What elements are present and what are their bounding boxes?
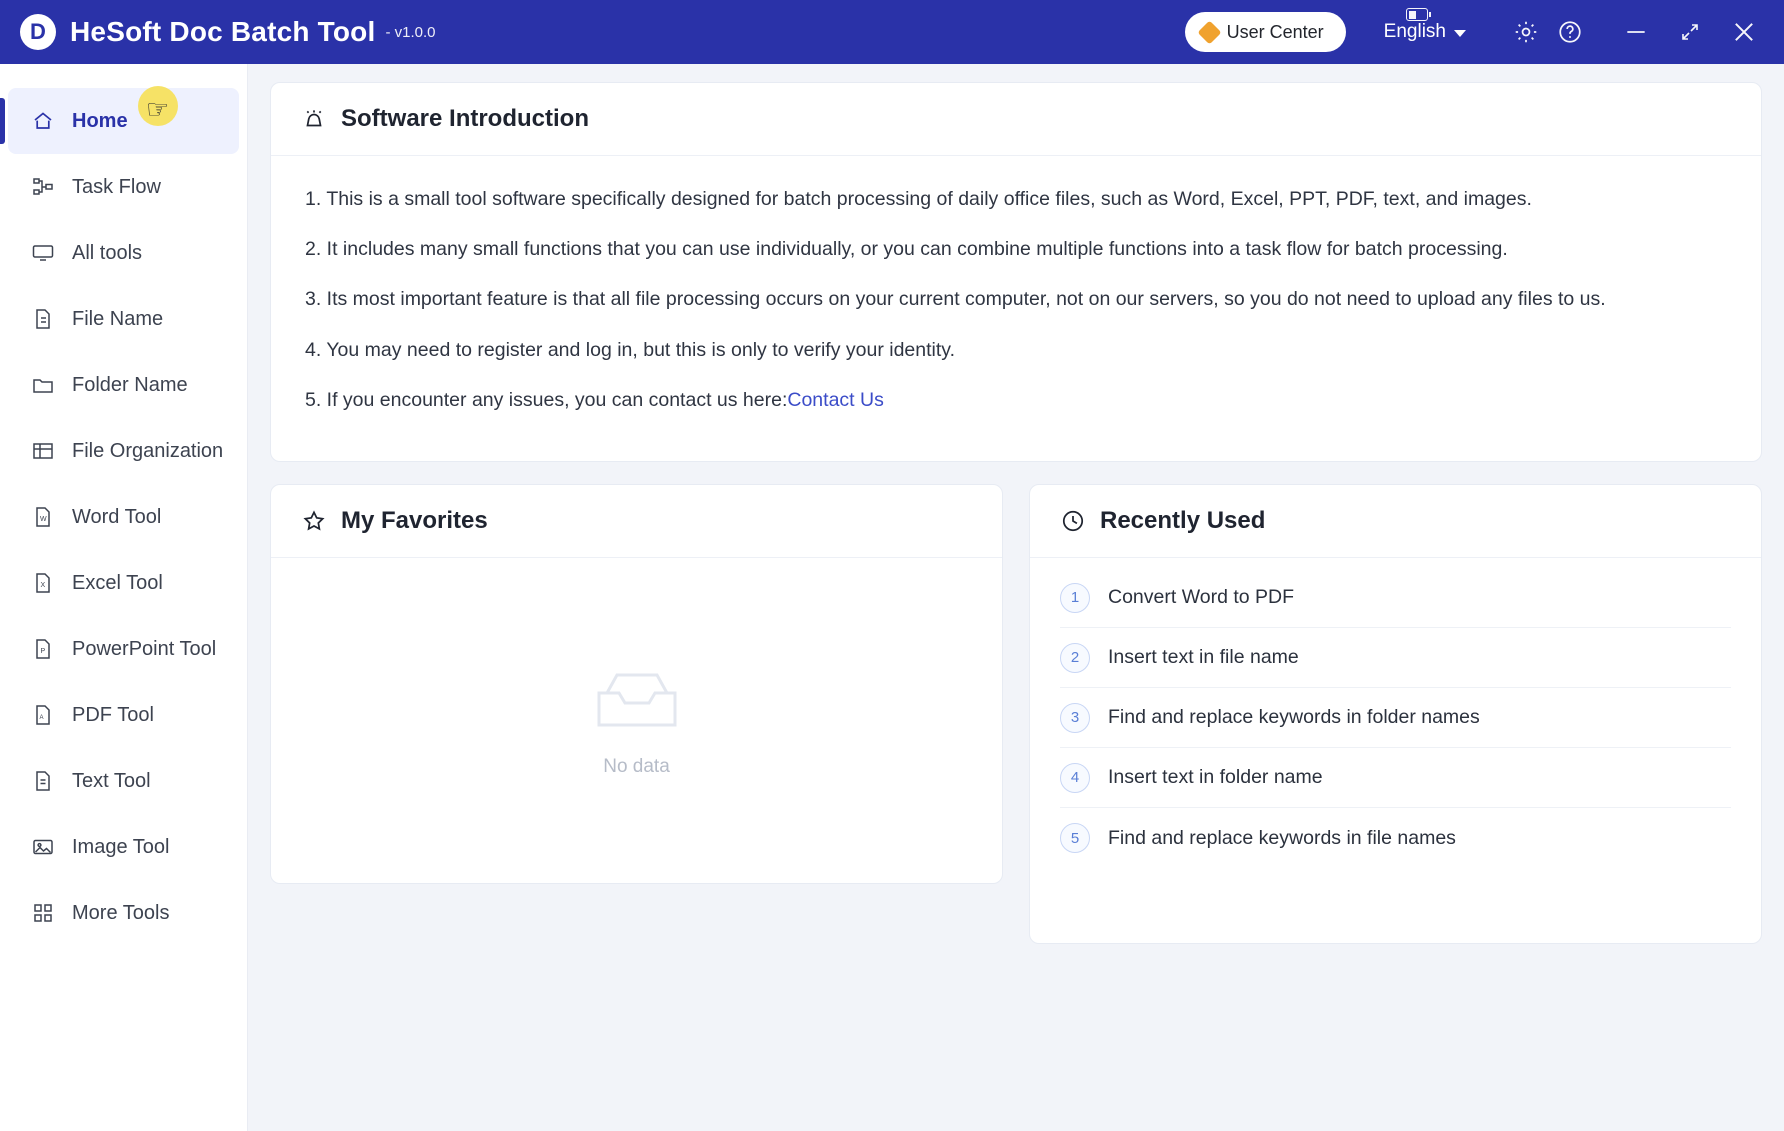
text-file-icon: [30, 769, 56, 793]
svg-text:P: P: [40, 648, 46, 655]
minimize-button[interactable]: [1614, 10, 1658, 54]
folder-icon: [30, 373, 56, 397]
recently-used-list: [1030, 558, 1761, 868]
pdf-file-icon: [30, 703, 56, 727]
excel-file-icon: [30, 571, 56, 595]
gear-icon: [1513, 19, 1539, 45]
sidebar-item-folder-name[interactable]: [0, 352, 247, 418]
sidebar-item-home[interactable]: [8, 88, 239, 154]
item-label: Insert text in file name: [1108, 646, 1299, 669]
star-icon: [301, 508, 327, 534]
sidebar-item-label: Text Tool: [72, 769, 151, 792]
software-introduction-body: [271, 156, 1761, 461]
software-introduction-header: [271, 83, 1761, 156]
sidebar-item-pdf-tool[interactable]: [0, 682, 247, 748]
sidebar-item-image-tool[interactable]: [0, 814, 247, 880]
close-icon: [1730, 18, 1758, 46]
mouse-pointer-icon: ☞: [146, 94, 170, 124]
maximize-button[interactable]: [1668, 10, 1712, 54]
software-introduction-title: Software Introduction: [341, 105, 589, 132]
monitor-icon: [30, 241, 56, 265]
sidebar-item-text-tool[interactable]: [0, 748, 247, 814]
favorites-header: [271, 485, 1002, 558]
list-item[interactable]: [1060, 808, 1731, 868]
sidebar-item-label: Excel Tool: [72, 571, 163, 594]
item-index: 3: [1060, 703, 1090, 733]
software-introduction-panel: [270, 82, 1762, 462]
list-item[interactable]: [1060, 748, 1731, 808]
language-selector[interactable]: [1384, 21, 1466, 43]
user-center-button[interactable]: [1185, 12, 1346, 52]
sidebar-item-label: File Name: [72, 307, 164, 330]
language-label: English: [1383, 21, 1446, 42]
app-version: - v1.0.0: [385, 23, 436, 41]
sidebar-item-more-tools[interactable]: [0, 880, 247, 946]
favorites-empty-state: [271, 558, 1002, 883]
home-icon: [30, 109, 56, 133]
intro-paragraph-1: 1. This is a small tool software specifically designed for batch processing of daily office files, such as Word, Excel, PPT, PDF, text, and images.: [305, 188, 1532, 210]
intro-paragraph-2: 2. It includes many small functions that you can use individually, or you can combine multiple functions into a task flow for batch processing.: [305, 238, 1508, 261]
organization-icon: [30, 439, 56, 463]
sidebar-item-word-tool[interactable]: [0, 484, 247, 550]
settings-button[interactable]: [1504, 10, 1548, 54]
no-data-label: No data: [603, 756, 670, 778]
main-content: [248, 64, 1784, 1131]
list-item[interactable]: [1060, 628, 1731, 688]
expand-icon: [1678, 20, 1702, 44]
svg-text:W: W: [40, 516, 47, 523]
sidebar-item-label: Task Flow: [72, 175, 161, 198]
sidebar-item-label: PowerPoint Tool: [72, 637, 217, 660]
intro-paragraph-3: 3. Its most important feature is that all file processing occurs on your current computer, not on our servers, so you do not need to upload any files to us.: [305, 288, 1606, 311]
sidebar-item-powerpoint-tool[interactable]: [0, 616, 247, 682]
item-index: 4: [1060, 763, 1090, 793]
sidebar-item-label: Folder Name: [72, 373, 188, 396]
app-logo: D: [20, 14, 56, 50]
user-center-label: User Center: [1226, 21, 1324, 42]
item-label: Find and replace keywords in file names: [1108, 826, 1456, 849]
sidebar-item-excel-tool[interactable]: [0, 550, 247, 616]
contact-us-link[interactable]: Contact Us: [787, 388, 884, 411]
intro-paragraph-4: 4. You may need to register and log in, but this is only to verify your identity.: [305, 338, 956, 361]
app-title: HeSoft Doc Batch Tool: [70, 16, 376, 47]
sidebar-item-label: File Organization: [72, 439, 224, 462]
recently-used-panel: [1029, 484, 1762, 944]
title-bar: [0, 0, 1784, 64]
svg-text:A: A: [39, 715, 44, 721]
recently-used-title: Recently Used: [1100, 507, 1266, 535]
close-button[interactable]: [1722, 10, 1766, 54]
sidebar-item-task-flow[interactable]: [0, 154, 247, 220]
sidebar-item-label: All tools: [72, 241, 143, 264]
sidebar-item-label: More Tools: [72, 901, 170, 924]
sidebar-item-all-tools[interactable]: [0, 220, 247, 286]
sidebar-item-label: Word Tool: [72, 505, 162, 528]
sidebar-item-file-organization[interactable]: [0, 418, 247, 484]
intro-paragraph-5: [305, 385, 1727, 415]
minimize-icon: [1623, 19, 1649, 45]
intro-paragraph-5-text: 5. If you encounter any issues, you can contact us here:: [305, 388, 788, 411]
item-label: Find and replace keywords in folder names: [1108, 706, 1480, 729]
list-item[interactable]: [1060, 568, 1731, 628]
alarm-icon: [301, 106, 327, 132]
sidebar-item-label: Home: [72, 109, 128, 132]
sidebar: [0, 64, 248, 1131]
svg-text:X: X: [40, 582, 46, 589]
item-index: 1: [1060, 583, 1090, 613]
file-name-icon: [30, 307, 56, 331]
item-label: Insert text in folder name: [1108, 766, 1323, 789]
diamond-icon: [1197, 20, 1221, 44]
sidebar-item-label: PDF Tool: [72, 703, 154, 726]
task-flow-icon: [30, 175, 56, 199]
grid-icon: [30, 901, 56, 925]
sidebar-item-file-name[interactable]: [0, 286, 247, 352]
item-index: 5: [1060, 823, 1090, 853]
item-label: Convert Word to PDF: [1108, 586, 1295, 609]
sidebar-item-label: Image Tool: [72, 835, 170, 858]
favorites-title: My Favorites: [341, 507, 488, 535]
list-item[interactable]: [1060, 688, 1731, 748]
battery-icon: [1406, 8, 1428, 21]
question-mark-icon: [1557, 19, 1583, 45]
clock-icon: [1060, 508, 1086, 534]
powerpoint-file-icon: [30, 637, 56, 661]
word-file-icon: [30, 505, 56, 529]
item-index: 2: [1060, 643, 1090, 673]
chevron-down-icon: [1454, 30, 1466, 37]
image-icon: [30, 835, 56, 859]
empty-box-icon: [589, 663, 685, 742]
help-button[interactable]: [1548, 10, 1592, 54]
recently-used-header: [1030, 485, 1761, 558]
favorites-panel: [270, 484, 1003, 884]
